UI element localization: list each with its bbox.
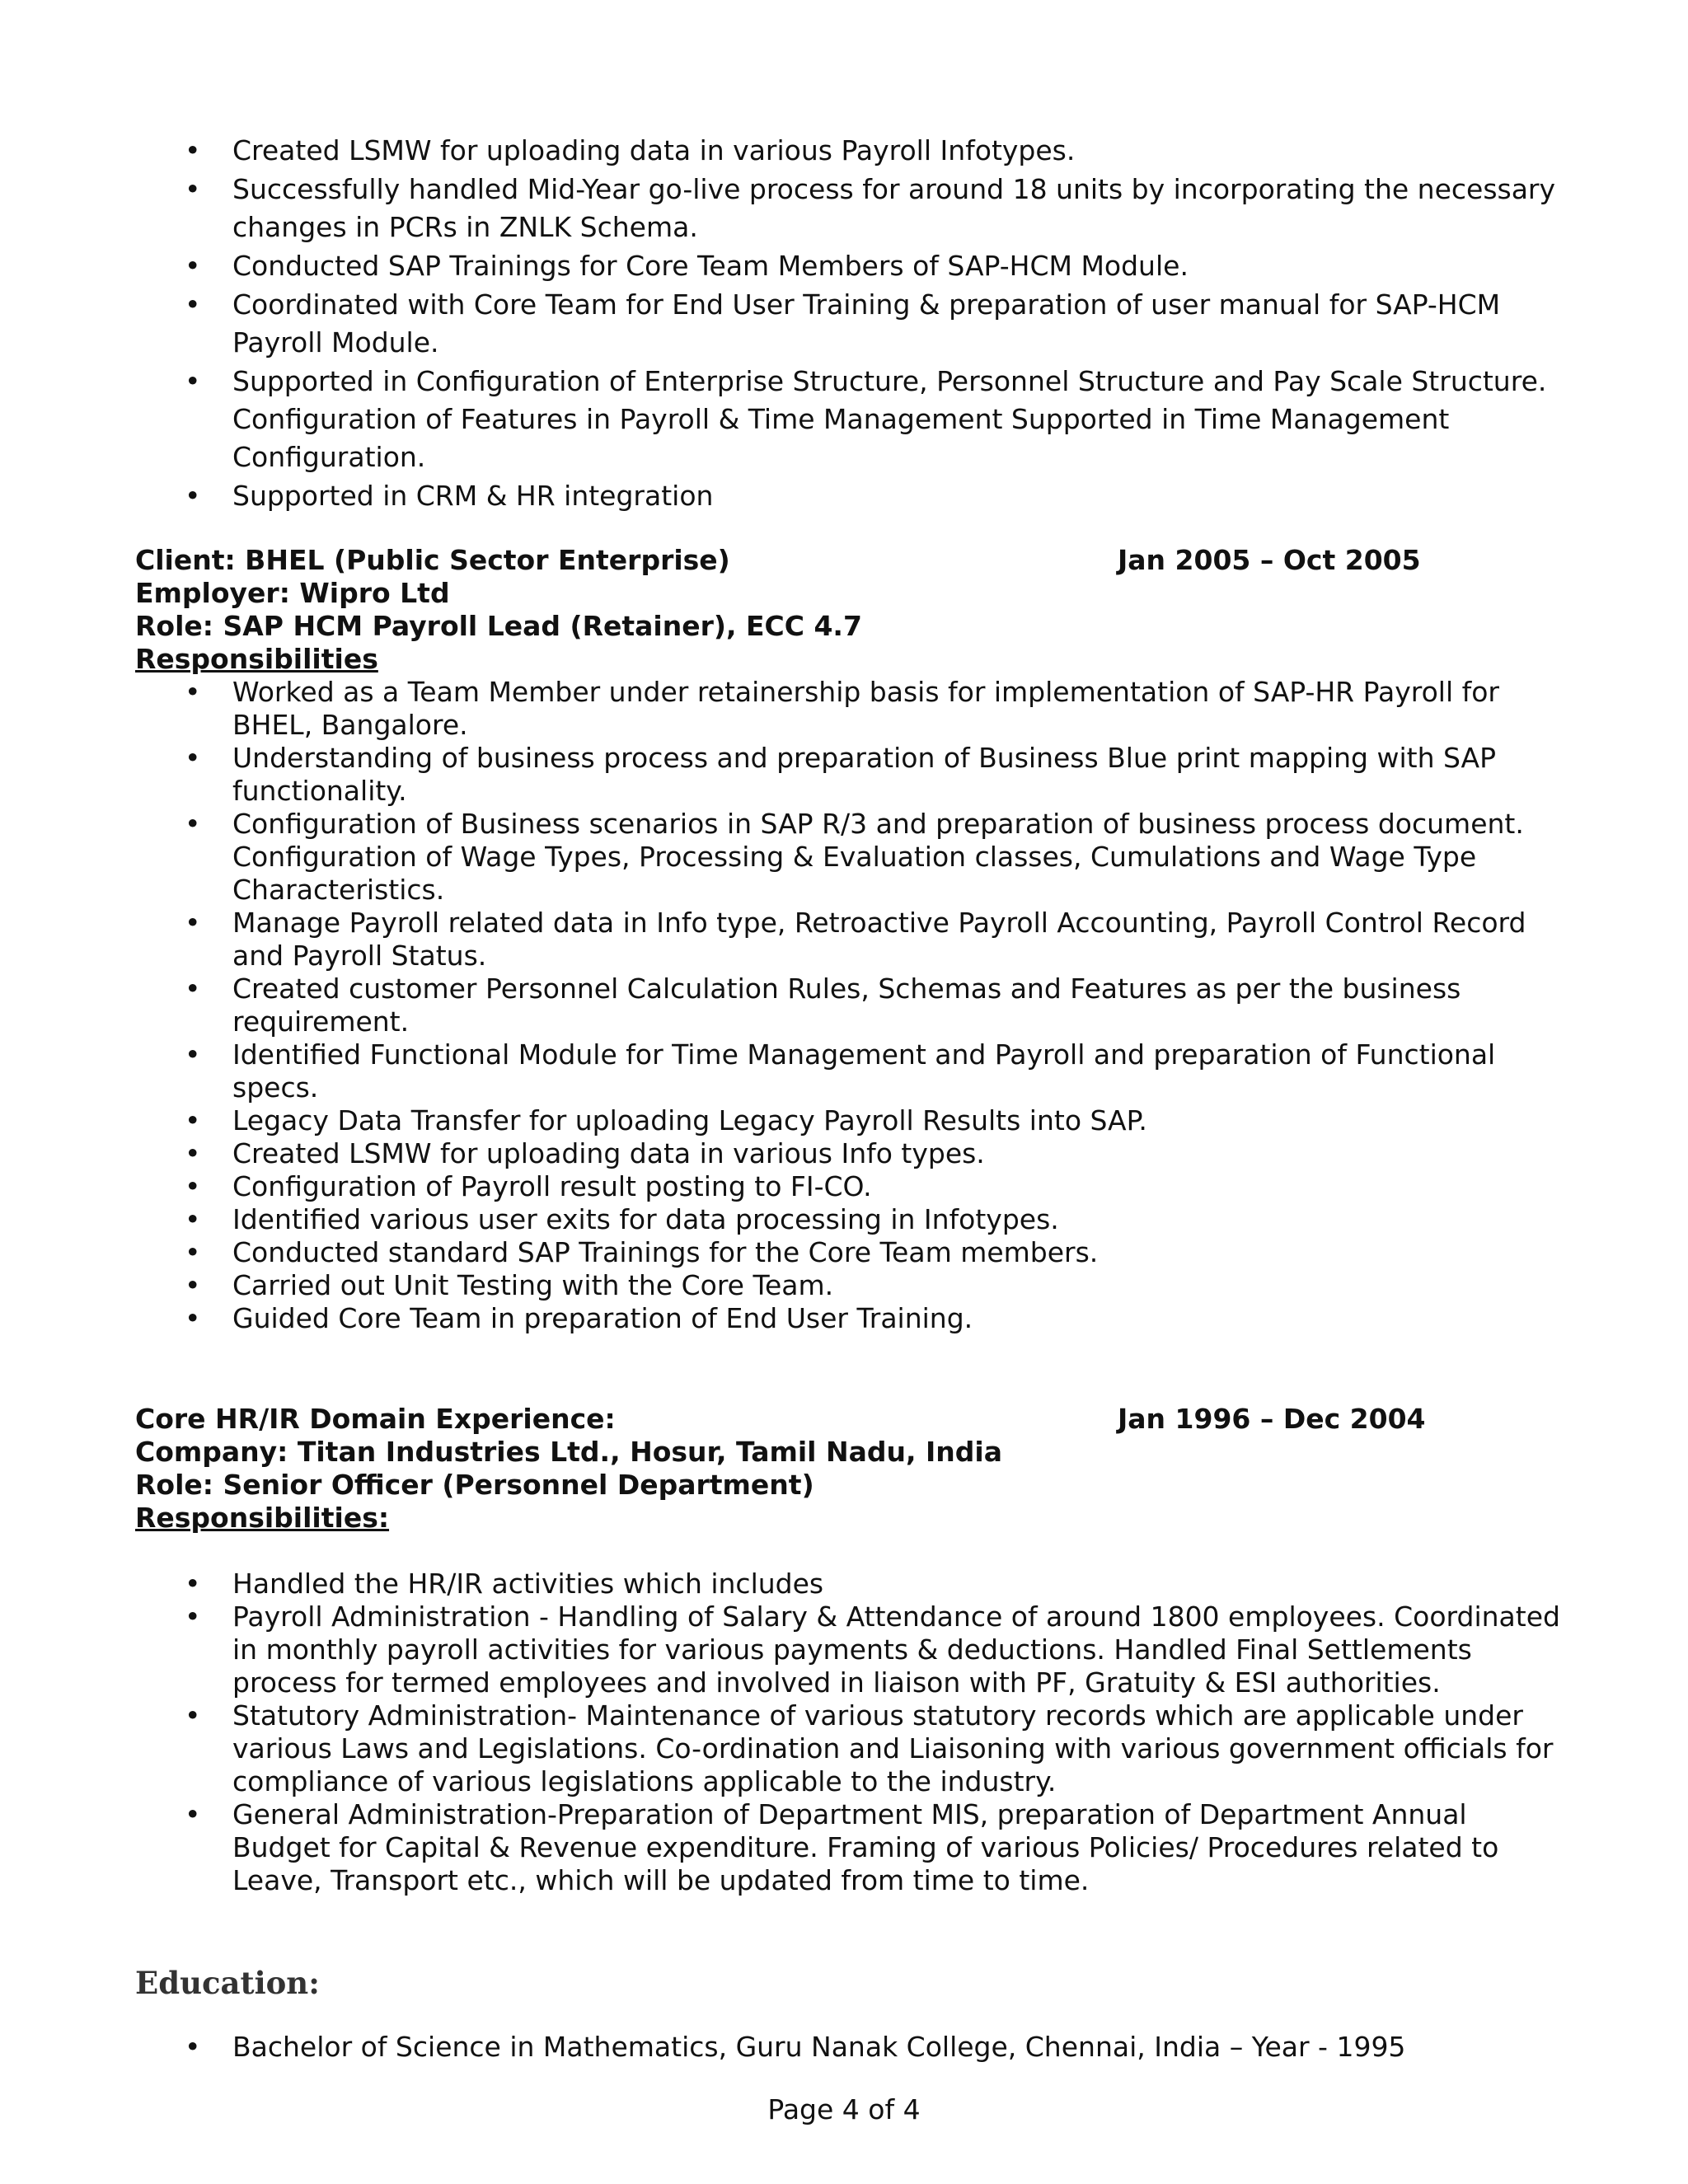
list-item: • Successfully handled Mid-Year go-live process for around 18 units by incorporating the necessary changes in PCRs in ZNLK Schema. bbox=[0, 171, 1688, 246]
list-item: • Bachelor of Science in Mathematics, Guru Nanak College, Chennai, India – Year - 1995 bbox=[0, 2031, 1688, 2064]
bhel-responsibilities-list bbox=[0, 676, 1688, 1335]
list-item: • Worked as a Team Member under retainership basis for implementation of SAP-HR Payroll for BHEL, Bangalore. bbox=[0, 676, 1688, 742]
titan-responsibilities-list bbox=[0, 1568, 1688, 1897]
bhel-client-heading: Client: BHEL (Public Sector Enterprise) bbox=[135, 544, 730, 576]
list-item: • Manage Payroll related data in Info type, Retroactive Payroll Accounting, Payroll Control Record and Payroll Status. bbox=[0, 907, 1688, 972]
list-item: • Handled the HR/IR activities which includes bbox=[0, 1568, 1688, 1601]
list-item: • Supported in CRM & HR integration bbox=[0, 477, 1688, 515]
bhel-employer: Employer: Wipro Ltd bbox=[135, 577, 450, 609]
list-item: • Legacy Data Transfer for uploading Legacy Payroll Results into SAP. bbox=[0, 1104, 1688, 1137]
list-item: • Guided Core Team in preparation of End User Training. bbox=[0, 1302, 1688, 1335]
list-item: • Configuration of Business scenarios in SAP R/3 and preparation of business process document. Configuration of Wage Types, Processing & Evaluation classes, Cumulations and Wage Type Characteristics. bbox=[0, 808, 1688, 907]
list-item: • Configuration of Payroll result posting to FI-CO. bbox=[0, 1170, 1688, 1203]
list-item: • Created LSMW for uploading data in various Info types. bbox=[0, 1137, 1688, 1170]
titan-domain-heading: Core HR/IR Domain Experience: bbox=[135, 1403, 616, 1435]
education-heading: Education: bbox=[135, 1965, 320, 2001]
titan-company: Company: Titan Industries Ltd., Hosur, Tamil Nadu, India bbox=[135, 1436, 1002, 1468]
list-item: • Created LSMW for uploading data in various Payroll Infotypes. bbox=[0, 132, 1688, 170]
bhel-role: Role: SAP HCM Payroll Lead (Retainer), ECC 4.7 bbox=[135, 610, 862, 642]
list-item: • Supported in Configuration of Enterprise Structure, Personnel Structure and Pay Scale Structure. Configuration of Features in Payroll & Time Management Supported in Time Management Configuration. bbox=[0, 363, 1688, 476]
titan-role: Role: Senior Officer (Personnel Department) bbox=[135, 1469, 814, 1501]
list-item: • Conducted standard SAP Trainings for the Core Team members. bbox=[0, 1236, 1688, 1269]
page-number: Page 4 of 4 bbox=[767, 2093, 921, 2125]
list-item: • Conducted SAP Trainings for Core Team Members of SAP-HCM Module. bbox=[0, 247, 1688, 285]
list-item: • Coordinated with Core Team for End User Training & preparation of user manual for SAP-HCM Payroll Module. bbox=[0, 286, 1688, 362]
list-item: • Identified Functional Module for Time Management and Payroll and preparation of Functional specs. bbox=[0, 1038, 1688, 1104]
list-item: • Carried out Unit Testing with the Core Team. bbox=[0, 1269, 1688, 1302]
list-item: • Understanding of business process and preparation of Business Blue print mapping with SAP functionality. bbox=[0, 742, 1688, 808]
titan-dates: Jan 1996 – Dec 2004 bbox=[1118, 1403, 1426, 1435]
titan-responsibilities-label: Responsibilities: bbox=[135, 1502, 390, 1534]
previous-project-bullets bbox=[0, 132, 1688, 516]
bhel-responsibilities-label: Responsibilities bbox=[135, 643, 378, 675]
list-item: • Statutory Administration- Maintenance of various statutory records which are applicable under various Laws and Legislations. Co-ordination and Liaisoning with various government officials for compliance of various legislations applicable to the industry. bbox=[0, 1699, 1688, 1798]
list-item: • Payroll Administration - Handling of Salary & Attendance of around 1800 employees. Coordinated in monthly payroll activities for various payments & deductions. Handled Final Settlements process for termed employees and involved in liaison with PF, Gratuity & ESI authorities. bbox=[0, 1601, 1688, 1699]
list-item: • Identified various user exits for data processing in Infotypes. bbox=[0, 1203, 1688, 1236]
list-item: • Created customer Personnel Calculation Rules, Schemas and Features as per the business requirement. bbox=[0, 972, 1688, 1038]
education-list bbox=[0, 2031, 1688, 2064]
bhel-dates: Jan 2005 – Oct 2005 bbox=[1118, 544, 1421, 576]
list-item: • General Administration-Preparation of Department MIS, preparation of Department Annual Budget for Capital & Revenue expenditure. Framing of various Policies/ Procedures related to Leave, Transport etc., which will be updated from time to time. bbox=[0, 1798, 1688, 1897]
